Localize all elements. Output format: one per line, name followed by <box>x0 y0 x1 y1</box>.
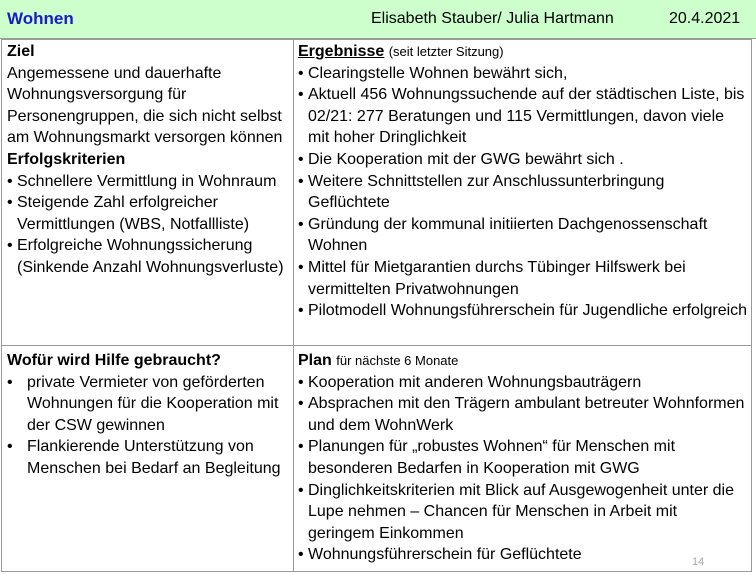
criteria-list <box>7 171 289 279</box>
ziel-heading: Ziel <box>7 43 35 60</box>
list-item: • Absprachen mit den Trägern ambulant betreuter Wohnformen und dem WohnWerk <box>298 393 748 436</box>
list-item: • Steigende Zahl erfolgreicher Vermittlungen (WBS, Notfallliste) <box>7 192 289 235</box>
hilfe-list <box>7 372 289 480</box>
page-number: 14 <box>692 556 705 568</box>
list-item: • Gründung der kommunal initiierten Dachgenossenschaft Wohnen <box>298 214 748 257</box>
list-item: • Aktuell 456 Wohnungssuchende auf der städtischen Liste, bis 02/21: 277 Beratungen und 115 Vermittlungen, davon viele mit hoher Dringlichkeit <box>298 84 748 149</box>
plan-heading: Plan <box>298 352 332 369</box>
list-item: • Pilotmodell Wohnungsführerschein für Jugendliche erfolgreich <box>298 300 748 322</box>
authors: Elisabeth Stauber/ Julia Hartmann <box>371 10 614 27</box>
ziel-text: Angemessene und dauerhafte Wohnungsversorgung für Personengruppen, die sich nicht selbst am Wohnungsmarkt versorgen können <box>7 64 283 147</box>
ergebnisse-cell <box>298 41 748 322</box>
ergebnisse-heading-row <box>298 41 748 63</box>
criteria-heading: Erfolgskriterien <box>7 150 126 168</box>
plan-subheading: für nächste 6 Monate <box>336 353 459 368</box>
slide-header <box>0 0 756 39</box>
date: 20.4.2021 <box>669 10 741 27</box>
list-item: • Erfolgreiche Wohnungssicherung (Sinkende Anzahl Wohnungsverluste) <box>7 235 289 278</box>
list-item: • Flankierende Unterstützung von Menschen bei Bedarf an Begleitung <box>7 436 289 479</box>
list-item: • Die Kooperation mit der GWG bewährt sich . <box>298 149 748 171</box>
list-item: • Schnellere Vermittlung in Wohnraum <box>7 171 289 193</box>
plan-heading-row <box>298 350 748 372</box>
list-item: • Wohnungsführerschein für Geflüchtete <box>298 544 748 566</box>
list-item: • Kooperation mit anderen Wohnungsbauträgern <box>298 372 748 394</box>
list-item: • Mittel für Mietgarantien durchs Tübinger Hilfswerk bei vermittelten Privatwohnungen <box>298 257 748 300</box>
list-item: • Weitere Schnittstellen zur Anschlussunterbringung Geflüchtete <box>298 171 748 214</box>
list-item: • Clearingstelle Wohnen bewährt sich, <box>298 63 748 85</box>
ergebnisse-list <box>298 63 748 322</box>
hilfe-cell <box>7 350 289 480</box>
ergebnisse-subheading: (seit letzter Sitzung) <box>388 44 504 59</box>
list-item: • Planungen für „robustes Wohnen“ für Menschen mit besonderen Bedarfen in Kooperation mit GWG <box>298 436 748 479</box>
plan-list <box>298 372 748 566</box>
ergebnisse-heading: Ergebnisse <box>298 43 385 60</box>
column-divider <box>293 39 294 572</box>
hilfe-heading: Wofür wird Hilfe gebraucht? <box>7 352 221 369</box>
list-item: • Dinglichkeitskriterien mit Blick auf Ausgewogenheit unter die Lupe nehmen – Chancen für Menschen in Arbeit mit geringem Einkommen <box>298 480 748 545</box>
row-divider <box>1 345 752 346</box>
plan-cell <box>298 350 748 566</box>
list-item: • private Vermieter von geförderten Wohnungen für die Kooperation mit der CSW gewinnen <box>7 372 289 437</box>
ziel-cell <box>7 41 289 279</box>
slide-title: Wohnen <box>7 9 74 28</box>
